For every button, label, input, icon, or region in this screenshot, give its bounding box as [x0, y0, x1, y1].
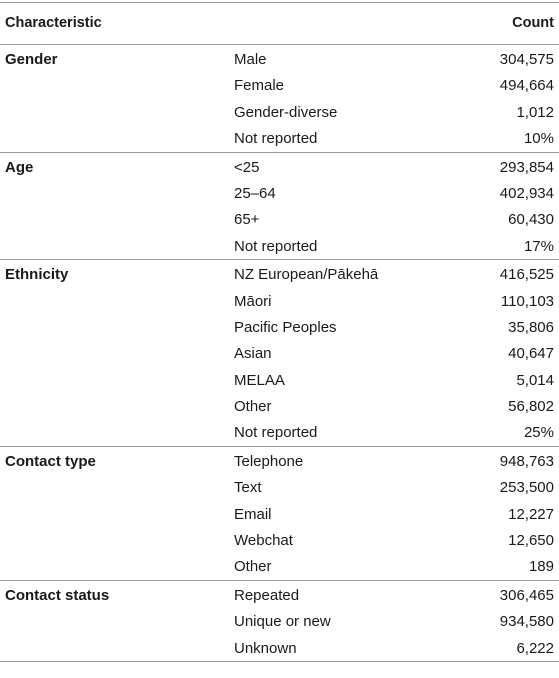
table-row — [0, 474, 559, 500]
count-cell: 5,014 — [516, 371, 554, 389]
category-cell: Text — [234, 479, 262, 497]
table-row — [0, 72, 559, 98]
table-group — [0, 447, 559, 580]
table-row — [0, 340, 559, 366]
category-cell: Not reported — [234, 237, 318, 255]
category-cell: Webchat — [234, 532, 293, 550]
count-cell: 12,650 — [508, 532, 554, 550]
category-cell: NZ European/Pākehā — [234, 266, 379, 284]
group-rule — [0, 661, 559, 662]
category-cell: Repeated — [234, 586, 300, 604]
count-cell: 293,854 — [499, 158, 554, 176]
table-row — [0, 635, 559, 661]
category-cell: Asian — [234, 345, 272, 363]
count-cell: 40,647 — [508, 345, 554, 363]
count-cell: 35,806 — [508, 318, 554, 336]
count-cell: 10% — [523, 130, 554, 148]
table-row — [0, 608, 559, 634]
table-row — [0, 180, 559, 206]
category-cell: Māori — [234, 292, 272, 310]
category-cell: Not reported — [234, 130, 318, 148]
table-row — [0, 46, 559, 72]
table-row — [0, 99, 559, 125]
category-cell: Other — [234, 398, 272, 416]
category-cell: Gender-diverse — [234, 103, 338, 121]
count-cell: 17% — [523, 237, 554, 255]
category-cell: 65+ — [234, 211, 260, 229]
category-cell: Female — [234, 77, 285, 95]
table-row — [0, 125, 559, 151]
table-group — [0, 260, 559, 446]
count-cell: 12,227 — [508, 505, 554, 523]
table-row — [0, 527, 559, 553]
table-row — [0, 206, 559, 232]
table-row — [0, 261, 559, 287]
table-row — [0, 419, 559, 445]
group-label: Contact type — [5, 452, 96, 470]
category-cell: 25–64 — [234, 184, 276, 202]
table-group — [0, 153, 559, 260]
group-label: Contact status — [5, 586, 110, 604]
count-cell: 60,430 — [508, 211, 554, 229]
category-cell: Other — [234, 558, 272, 576]
count-cell: 189 — [528, 558, 554, 576]
count-cell: 56,802 — [508, 398, 554, 416]
count-cell: 306,465 — [499, 586, 554, 604]
category-cell: Male — [234, 51, 267, 68]
table-row — [0, 314, 559, 340]
table-row — [0, 367, 559, 393]
count-cell: 110,103 — [500, 292, 554, 310]
table-row — [0, 288, 559, 314]
count-cell: 1,012 — [516, 103, 554, 121]
table-group — [0, 581, 559, 661]
table-header-row — [0, 3, 559, 44]
category-cell: Unique or new — [234, 613, 331, 631]
count-cell: 304,575 — [499, 51, 554, 68]
table-row — [0, 154, 559, 180]
group-label: Age — [5, 158, 34, 176]
table-group — [0, 45, 559, 152]
table-row — [0, 233, 559, 259]
category-cell: Not reported — [234, 424, 318, 442]
count-cell: 402,934 — [499, 184, 554, 202]
group-label: Ethnicity — [5, 266, 69, 284]
table-body — [0, 45, 559, 662]
category-cell: Pacific Peoples — [234, 318, 337, 336]
data-table — [0, 2, 559, 662]
category-cell: <25 — [234, 158, 260, 176]
category-cell: MELAA — [234, 371, 285, 389]
count-cell: 25% — [523, 424, 554, 442]
header-count: Count — [512, 15, 554, 31]
table-row — [0, 448, 559, 474]
category-cell: Email — [234, 505, 272, 523]
table-row — [0, 582, 559, 608]
table-row — [0, 501, 559, 527]
category-cell: Unknown — [234, 639, 297, 657]
count-cell: 934,580 — [499, 613, 554, 631]
group-label: Gender — [5, 51, 58, 68]
count-cell: 416,525 — [499, 266, 554, 284]
table-row — [0, 393, 559, 419]
count-cell: 494,664 — [499, 77, 554, 95]
header-characteristic: Characteristic — [5, 15, 102, 31]
count-cell: 253,500 — [499, 479, 554, 497]
category-cell: Telephone — [234, 452, 304, 470]
count-cell: 948,763 — [499, 452, 554, 470]
table-row — [0, 553, 559, 579]
count-cell: 6,222 — [516, 639, 554, 657]
